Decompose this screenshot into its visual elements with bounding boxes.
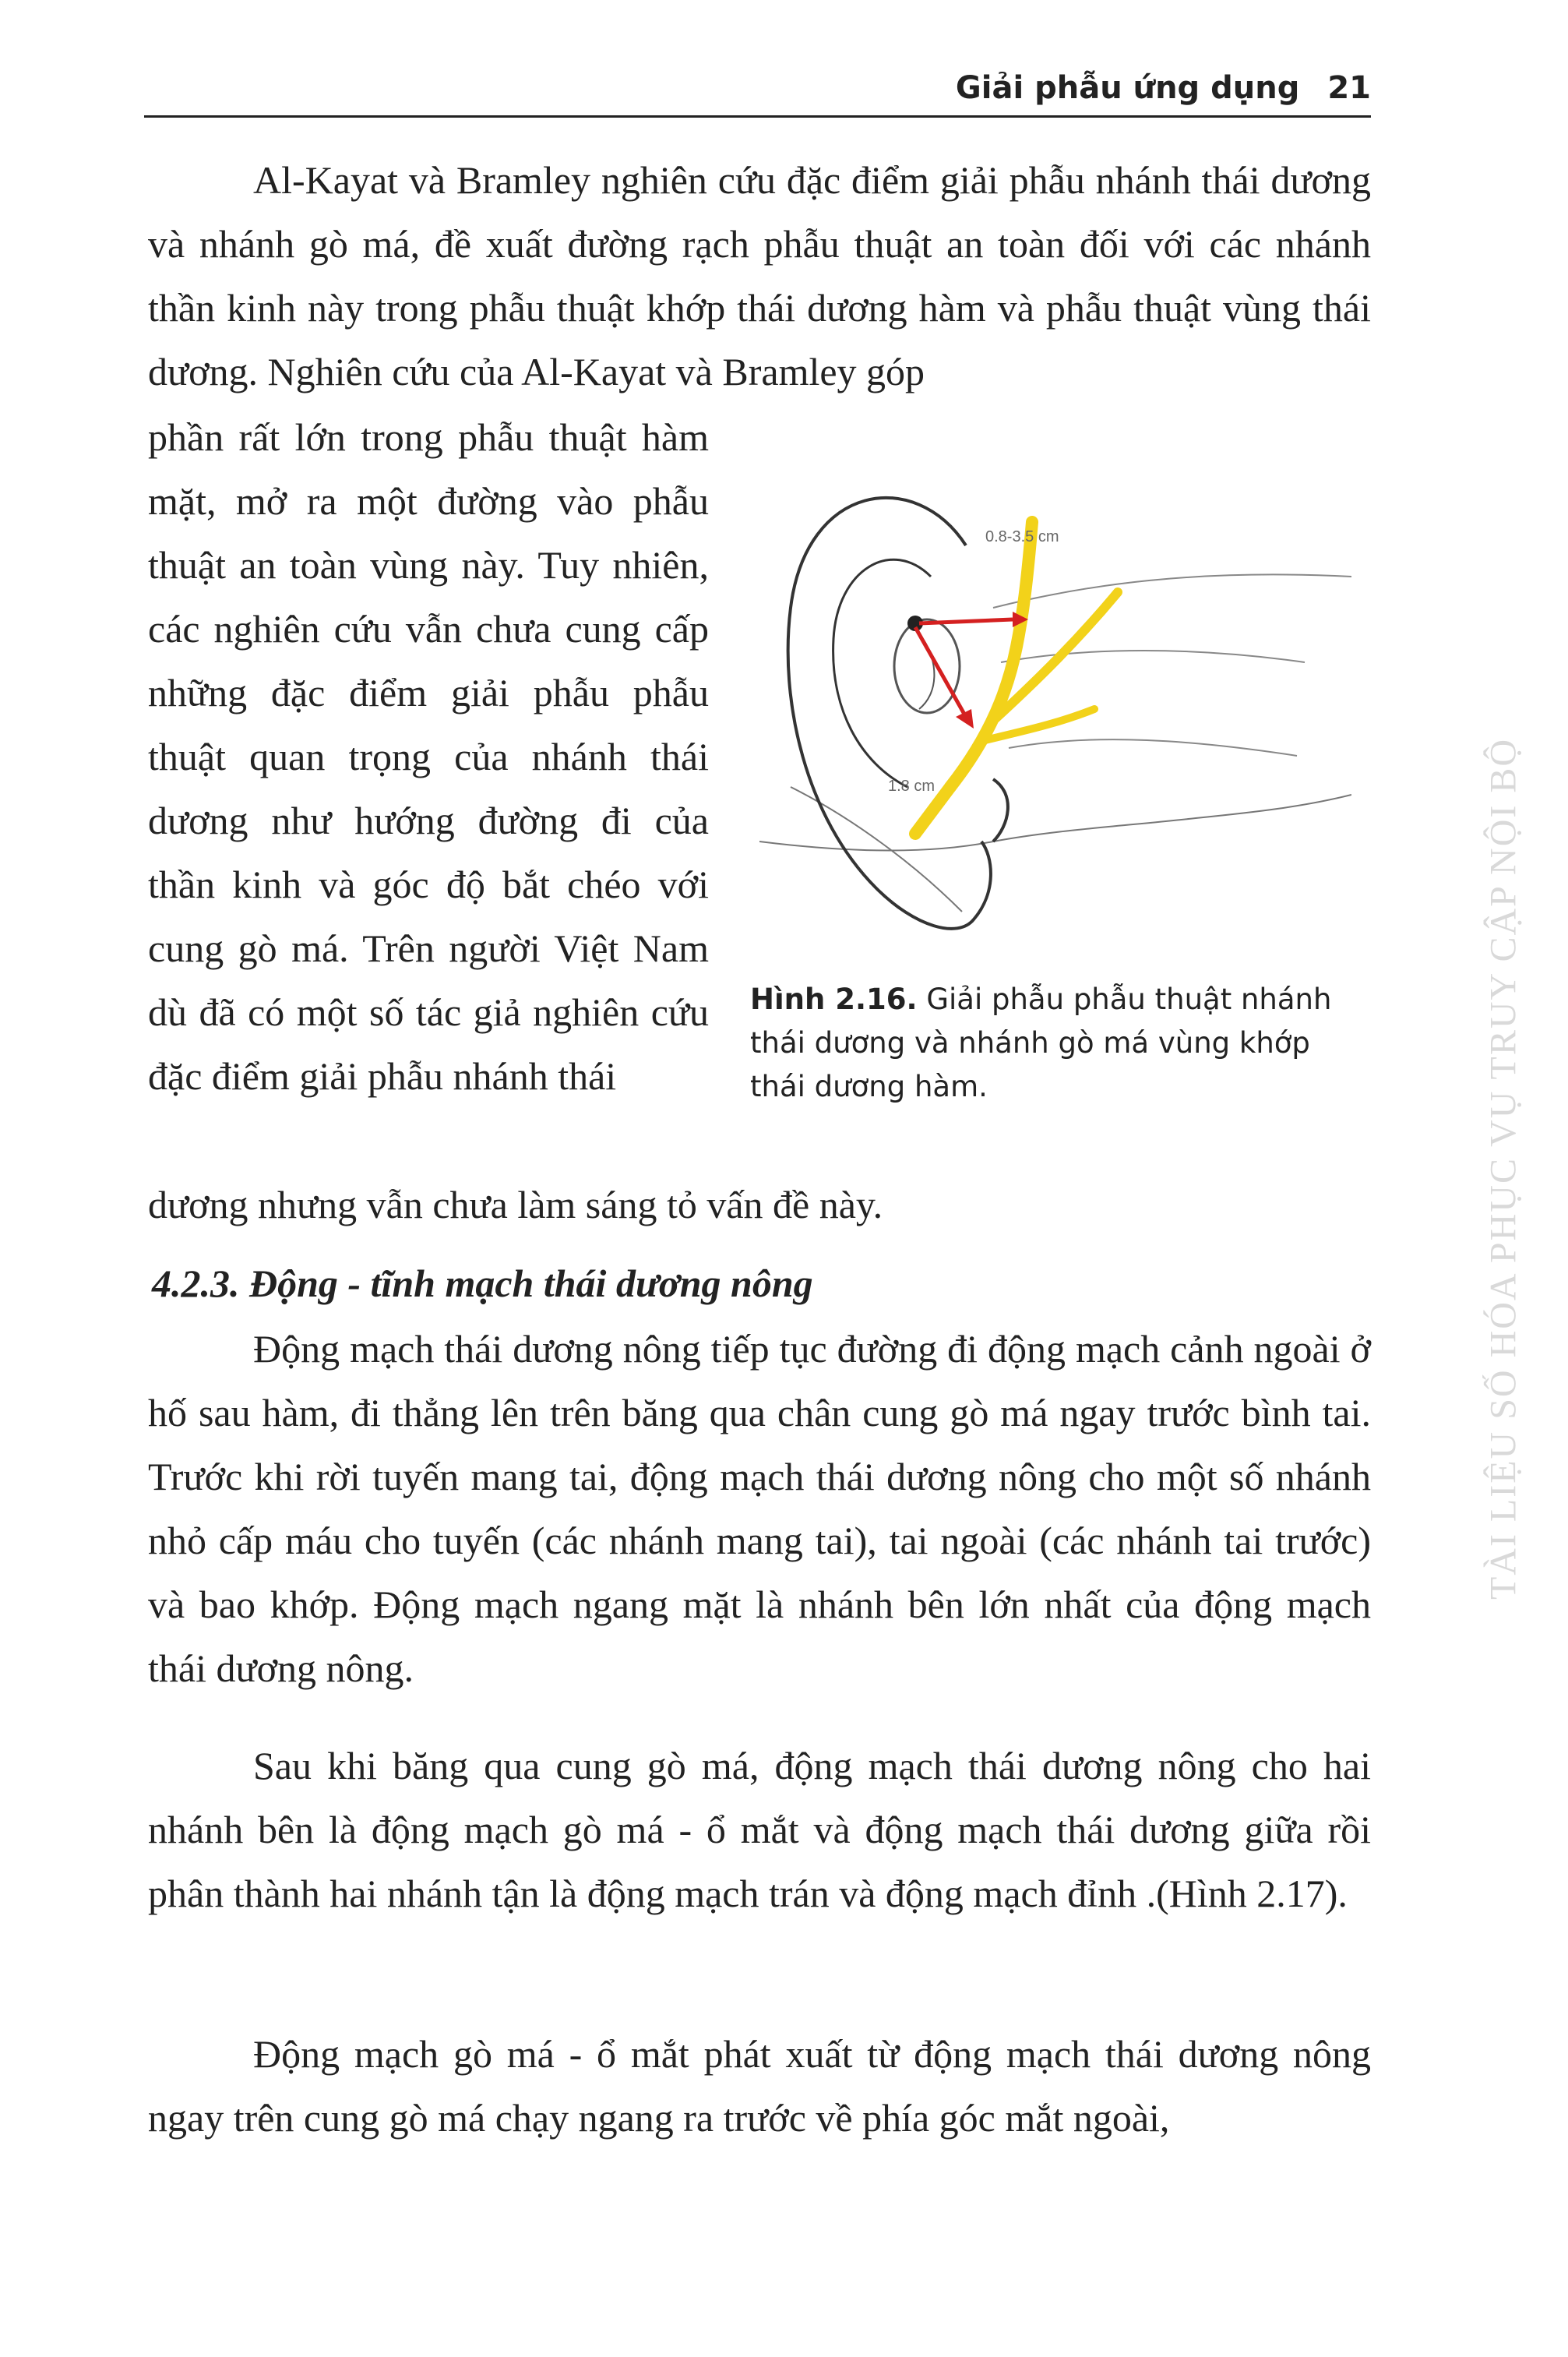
measure-label-bottom: 1.8 cm — [888, 778, 936, 795]
measure-label-top: 0.8-3.5 cm — [985, 528, 1059, 545]
paragraph-1-top: Al-Kayat và Bramley nghiên cứu đặc điểm giải phẫu nhánh thái dương và nhánh gò má, đề xuất đường rạch phẫu thuật an toàn đối với các nhánh thần kinh này trong phẫu thuật khớp thái dương hàm và phẫu thuật vùng thái dương. Nghiên cứu của Al-Kayat và Bramley góp — [148, 158, 1371, 393]
running-title: Giải phẫu ứng dụng — [955, 70, 1300, 106]
ear-nerve-figure — [759, 452, 1351, 966]
paragraph-1-wrapped: phần rất lớn trong phẫu thuật hàm mặt, mở ra một đường vào phẫu thuật an toàn vùng này. Tuy nhiên, các nghiên cứu vẫn chưa cung cấp những đặc điểm giải phẫu phẫu thuật quan trọng của nhánh thái dương như hướng đường đi của thần kinh và góc độ bắt chéo với cung gò má. Trên người Việt Nam dù đã có một số tác giả nghiên cứu đặc điểm giải phẫu nhánh thái — [148, 415, 709, 1098]
watermark-text: TÀI LIỆU SỐ HÓA PHỤC VỤ TRUY CẬP NỘI BỘ — [1482, 737, 1524, 1600]
temporal-branch-nerve — [950, 522, 1032, 787]
condyle-outline — [894, 619, 960, 713]
ear-anatomy-drawing — [759, 452, 1351, 966]
inner-ear-helix — [833, 559, 931, 787]
figure-caption — [750, 978, 1373, 1109]
temporal-contour — [993, 574, 1351, 608]
ear-lobe-hook — [993, 779, 1008, 842]
caption-label: Hình 2.16. — [750, 983, 918, 1016]
section-heading: 4.2.3. Động - tĩnh mạch thái dương nông — [152, 1261, 813, 1305]
paragraph-1-end: dương nhưng vẫn chưa làm sáng tỏ vấn đề này. — [148, 1183, 883, 1226]
outer-ear-outline — [788, 498, 991, 929]
page-number: 21 — [1327, 70, 1371, 106]
jaw-contour — [759, 795, 1351, 851]
zygomatic-arch-upper — [1001, 651, 1305, 662]
caption-text: Giải phẫu phẫu thuật nhánh thái dương và nhánh gò má vùng khớp thái dương hàm. — [750, 983, 1332, 1103]
paragraph-3: Sau khi băng qua cung gò má, động mạch thái dương nông cho hai nhánh bên là động mạch gò má - ổ mắt và động mạch thái dương giữa rồi phân thành hai nhánh tận là động mạch trán và động mạch đỉnh .(Hình 2.17). — [148, 1744, 1371, 1915]
zygomatic-arch-lower — [1009, 739, 1297, 756]
paragraph-4: Động mạch gò má - ổ mắt phát xuất từ động mạch thái dương nông ngay trên cung gò má chạy ngang ra trước về phía góc mắt ngoài, — [148, 2032, 1371, 2140]
running-header — [144, 69, 1371, 118]
paragraph-2: Động mạch thái dương nông tiếp tục đường đi động mạch cảnh ngoài ở hố sau hàm, đi thẳng lên trên băng qua chân cung gò má ngay trước bình tai. Trước khi rời tuyến mang tai, động mạch thái dương nông cho một số nhánh nhỏ cấp máu cho tuyến (các nhánh mang tai), tai ngoài (các nhánh tai trước) và bao khớp. Động mạch ngang mặt là nhánh bên lớn nhất của động mạch thái dương nông. — [148, 1327, 1371, 1690]
